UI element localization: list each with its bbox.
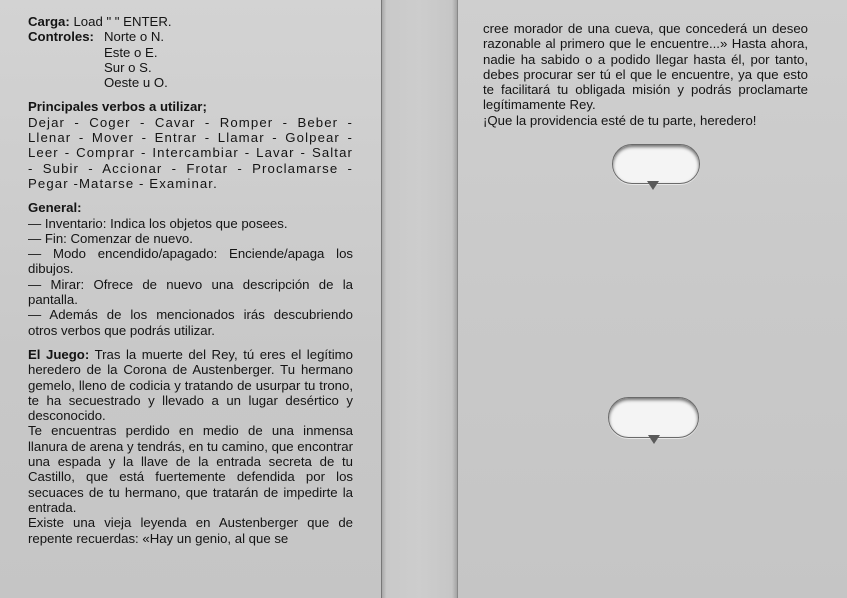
game-label: El Juego: [28,346,90,362]
verbs-heading: Principales verbos a utilizar; [28,99,207,115]
control-south: Sur o S. [104,59,152,75]
cassette-slot-top [612,144,700,184]
game-paragraph-3: Existe una vieja leyenda en Austenberger que de repente recuerdas: «Hay un genio, al que se [28,515,353,546]
game-paragraph-1: El Juego: Tras la muerte del Rey, tú eres el legítimo heredero de la Corona de Austenberger. Tu hermano gemelo, lleno de codicia y tratando de usurpar tu trono, te ha secuestrado y llevado a un lugar desértico y desconocido. [28,346,353,424]
controls-block [28,29,353,90]
inlay-spine [381,0,459,598]
control-north: Norte o N. [104,29,165,45]
story-paragraph-2: ¡Que la providencia esté de tu parte, heredero! [483,112,757,128]
story-paragraph-1: cree morador de una cueva, que concederá un deseo razonable al primero que le encuentre...» Hasta ahora, nadie ha sabido o a podido llegar hasta él, por tanto, debes procurar ser tú el que le encuentre, ya que esto te facilitará tu obligada misión y podrás proclamarte legítimamente Rey. [483,21,808,113]
general-item-others: — Además de los mencionados irás descubriendo otros verbos que podrás utilizar. [28,307,353,338]
general-item-end: — Fin: Comenzar de nuevo. [28,230,193,246]
controls-label: Controles: [28,29,94,45]
fold-line-right [457,0,458,598]
verbs-list: Dejar - Coger - Cavar - Romper - Beber - Llenar - Mover - Entrar - Llamar - Golpear - Leer - Comprar - Intercambiar - Lavar - Saltar - Subir - Accionar - Frotar - Proclamarse - Pegar -Matarse - Examinar. [28,114,353,191]
control-west: Oeste u O. [104,75,168,91]
control-east: Este o E. [104,44,158,60]
instructions-column [28,14,353,546]
slot-tab-top [647,181,659,190]
load-value: Load " " ENTER. [73,14,172,29]
cassette-slot-bottom [608,397,699,438]
story-column [483,21,808,128]
load-label: Carga: [28,14,70,29]
load-line [28,14,353,29]
fold-line-left [381,0,382,598]
game-paragraph-2: Te encuentras perdido en medio de una inmensa llanura de arena y tendrás, en tu camino, que encontrar una espada y la llave de la entrada secreta de tu Castillo, que está fuertemente defendida por los secuaces de tu hermano, que tratarán de impedirte la entrada. [28,423,353,515]
general-item-mode: — Modo encendido/apagado: Enciende/apaga los dibujos. [28,246,353,277]
general-item-look: — Mirar: Ofrece de nuevo una descripción de la pantalla. [28,276,353,308]
general-heading: General: [28,200,82,216]
slot-tab-bottom [648,435,660,444]
general-item-inventory: — Inventario: Indica los objetos que posees. [28,215,288,231]
